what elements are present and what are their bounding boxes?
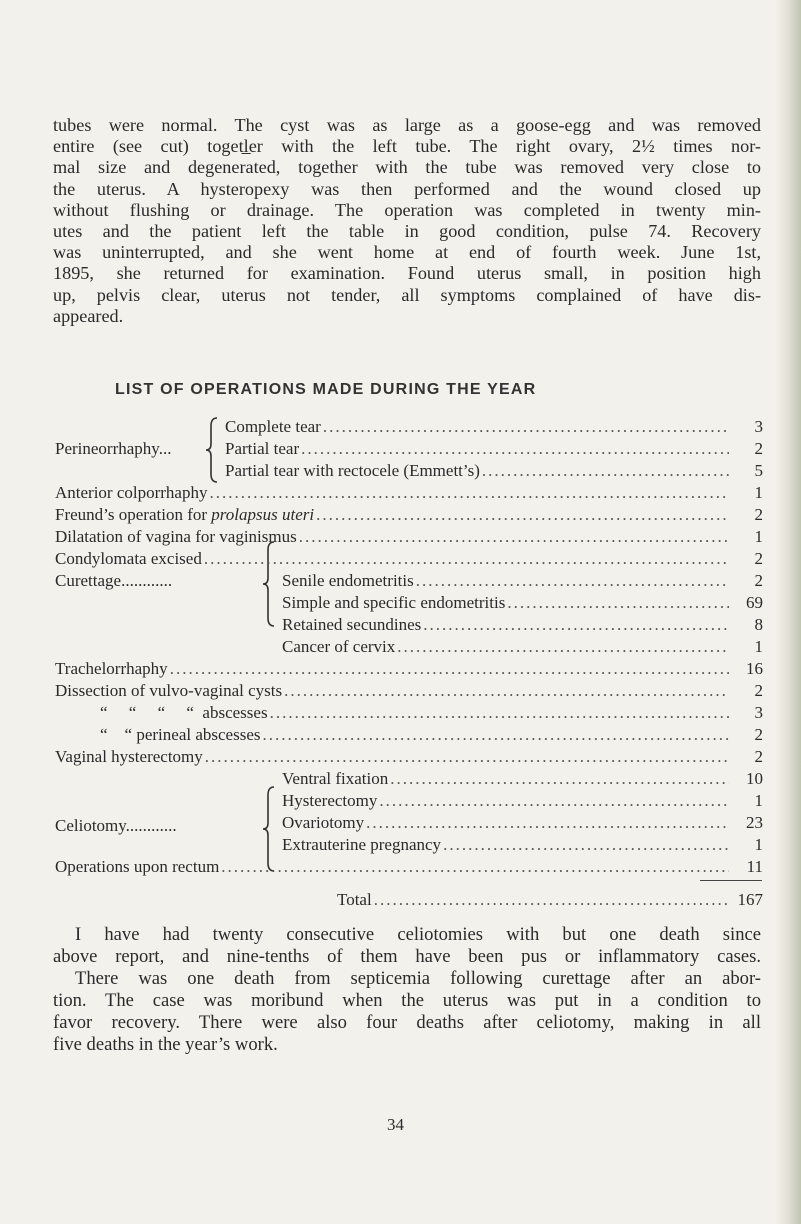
- row-value: 69: [746, 593, 763, 612]
- leader-dots: [207, 482, 729, 504]
- text-line: 1895, she returned for examination. Found uterus small, in position high: [53, 263, 761, 284]
- row-label: Operations upon rectum: [55, 857, 220, 876]
- list-row: [55, 856, 763, 878]
- text-line: tubes were normal. The cyst was as large as a goose-egg and was removed: [53, 115, 761, 135]
- leader-dots: [282, 680, 729, 702]
- list-row: [282, 570, 763, 592]
- row-label: Anterior colporrhaphy: [55, 483, 208, 502]
- row-value: 11: [746, 857, 763, 876]
- row-label: Cancer of cervix: [282, 637, 396, 656]
- list-row: [282, 614, 763, 636]
- row-value: 2: [754, 439, 763, 458]
- row-value: 2: [754, 747, 763, 766]
- list-row: [225, 438, 763, 460]
- leader-dots: [168, 658, 729, 680]
- row-value: 1: [754, 483, 763, 502]
- text-line: five deaths in the year’s work.: [53, 1034, 278, 1055]
- total-value: 167: [737, 890, 763, 909]
- row-value: 2: [754, 571, 763, 590]
- row-value: 1: [754, 791, 763, 810]
- leader-dots: [364, 812, 729, 834]
- group-perineorrhaphy: Perineorrhaphy...: [55, 439, 172, 458]
- row-label-italic: prolapsus uteri: [211, 505, 315, 524]
- list-row: [100, 702, 763, 724]
- list-row: [55, 526, 763, 548]
- leader-dots: [372, 889, 729, 911]
- row-label: Hysterectomy: [282, 791, 378, 810]
- text-line: utes and the patient left the table in good condition, pulse 74. Recovery: [53, 221, 761, 242]
- row-label: Retained secundines: [282, 615, 422, 634]
- text-line: favor recovery. There were also four deaths after celiotomy, making in all: [53, 1012, 761, 1033]
- list-row: [282, 592, 763, 614]
- text-line: was uninterrupted, and she went home at end of fourth week. June 1st,: [53, 242, 761, 263]
- row-label: Ovariotomy: [282, 813, 365, 832]
- leader-dots: [421, 614, 729, 636]
- leader-dots: [414, 570, 729, 592]
- row-label: [55, 504, 314, 526]
- group-curettage: Curettage............: [55, 571, 173, 590]
- leader-dots: [297, 526, 729, 548]
- text-line: There was one death from septicemia following curettage after an abor-: [75, 968, 761, 989]
- row-value: 2: [754, 505, 763, 524]
- text-line: I have had twenty consecutive celiotomies with but one death since: [75, 924, 761, 945]
- row-label: Senile endometritis: [282, 571, 414, 590]
- row-label: Simple and specific endometritis: [282, 593, 506, 612]
- leader-dots: [321, 416, 729, 438]
- row-label: Ventral fixation: [282, 769, 389, 788]
- list-row: [282, 636, 763, 658]
- text-line: mal size and degenerated, together with the tube was removed very close to: [53, 157, 761, 178]
- row-value: 5: [754, 461, 763, 480]
- leader-dots: [480, 460, 729, 482]
- row-label: Partial tear: [225, 439, 300, 458]
- leader-dots: [299, 438, 729, 460]
- row-value: 2: [754, 681, 763, 700]
- leader-dots: [260, 724, 729, 746]
- list-row: [55, 482, 763, 504]
- row-label-text: Freund’s operation for: [55, 505, 212, 524]
- row-value: 8: [754, 615, 763, 634]
- row-value: 10: [746, 769, 763, 788]
- row-value: 1: [754, 637, 763, 656]
- row-label: Complete tear: [225, 417, 321, 436]
- leader-dots: [388, 768, 729, 790]
- row-label: Extrauterine pregnancy: [282, 835, 442, 854]
- list-row: [225, 460, 763, 482]
- row-value: 1: [754, 527, 763, 546]
- list-row: [100, 724, 763, 746]
- leader-dots: [377, 790, 729, 812]
- row-label: Condylomata excised: [55, 549, 202, 568]
- row-label: Dilatation of vagina for vaginismus: [55, 527, 297, 546]
- list-row: [282, 834, 763, 856]
- list-row: [55, 658, 763, 680]
- leader-dots: [314, 504, 729, 526]
- group-celiotomy: Celiotomy............: [55, 816, 177, 835]
- row-value: 16: [746, 659, 763, 678]
- list-row: [55, 504, 763, 526]
- list-row: [282, 812, 763, 834]
- row-value: 3: [754, 417, 763, 436]
- text-line: the uterus. A hysteropexy was then performed and the wound closed up: [53, 178, 761, 199]
- row-label: Trachelorrhaphy: [55, 659, 168, 678]
- list-row: [55, 746, 763, 768]
- total-rule: [700, 880, 762, 881]
- page-number: 34: [387, 1115, 404, 1134]
- row-value: 1: [754, 835, 763, 854]
- page-edge-shadow: [775, 0, 801, 1224]
- row-label: Dissection of vulvo-vaginal cysts: [55, 681, 283, 700]
- top-paragraph: [53, 115, 761, 327]
- leader-dots: [268, 702, 729, 724]
- row-value: 3: [754, 703, 763, 722]
- leader-dots: [441, 834, 729, 856]
- list-title: LIST OF OPERATIONS MADE DURING THE YEAR: [115, 381, 537, 398]
- row-value: 2: [754, 725, 763, 744]
- text-line: entire (see cut) togetl̲er with the left tube. The right ovary, 2½ times nor-: [53, 136, 761, 157]
- row-value: 2: [754, 549, 763, 568]
- leader-dots: [395, 636, 729, 658]
- text-line: without flushing or drainage. The operation was completed in twenty min-: [53, 199, 761, 220]
- brace-perineorrhaphy: [205, 414, 223, 486]
- list-row: [282, 790, 763, 812]
- list-row: [225, 416, 763, 438]
- leader-dots: [505, 592, 729, 614]
- row-label: Partial tear with rectocele (Emmett’s): [225, 461, 480, 480]
- row-label: “ “ perineal abscesses: [100, 725, 261, 744]
- list-row: [55, 680, 763, 702]
- leader-dots: [219, 856, 729, 878]
- text-line: above report, and nine-tenths of them have been pus or inflammatory cases.: [53, 946, 761, 967]
- row-label: Vaginal hysterectomy: [55, 747, 203, 766]
- row-label: “ “ “ “ abscesses: [100, 703, 268, 722]
- list-row: [282, 768, 763, 790]
- row-value: 23: [746, 813, 763, 832]
- text-line: tion. The case was moribund when the uterus was put in a condition to: [53, 990, 761, 1011]
- total-row: [337, 889, 763, 911]
- bottom-paragraph: [53, 924, 761, 1056]
- leader-dots: [203, 746, 729, 768]
- total-label: Total: [337, 890, 372, 909]
- text-line: up, pelvis clear, uterus not tender, all symptoms complained of have dis-: [53, 284, 761, 305]
- text-line: appeared.: [53, 305, 124, 326]
